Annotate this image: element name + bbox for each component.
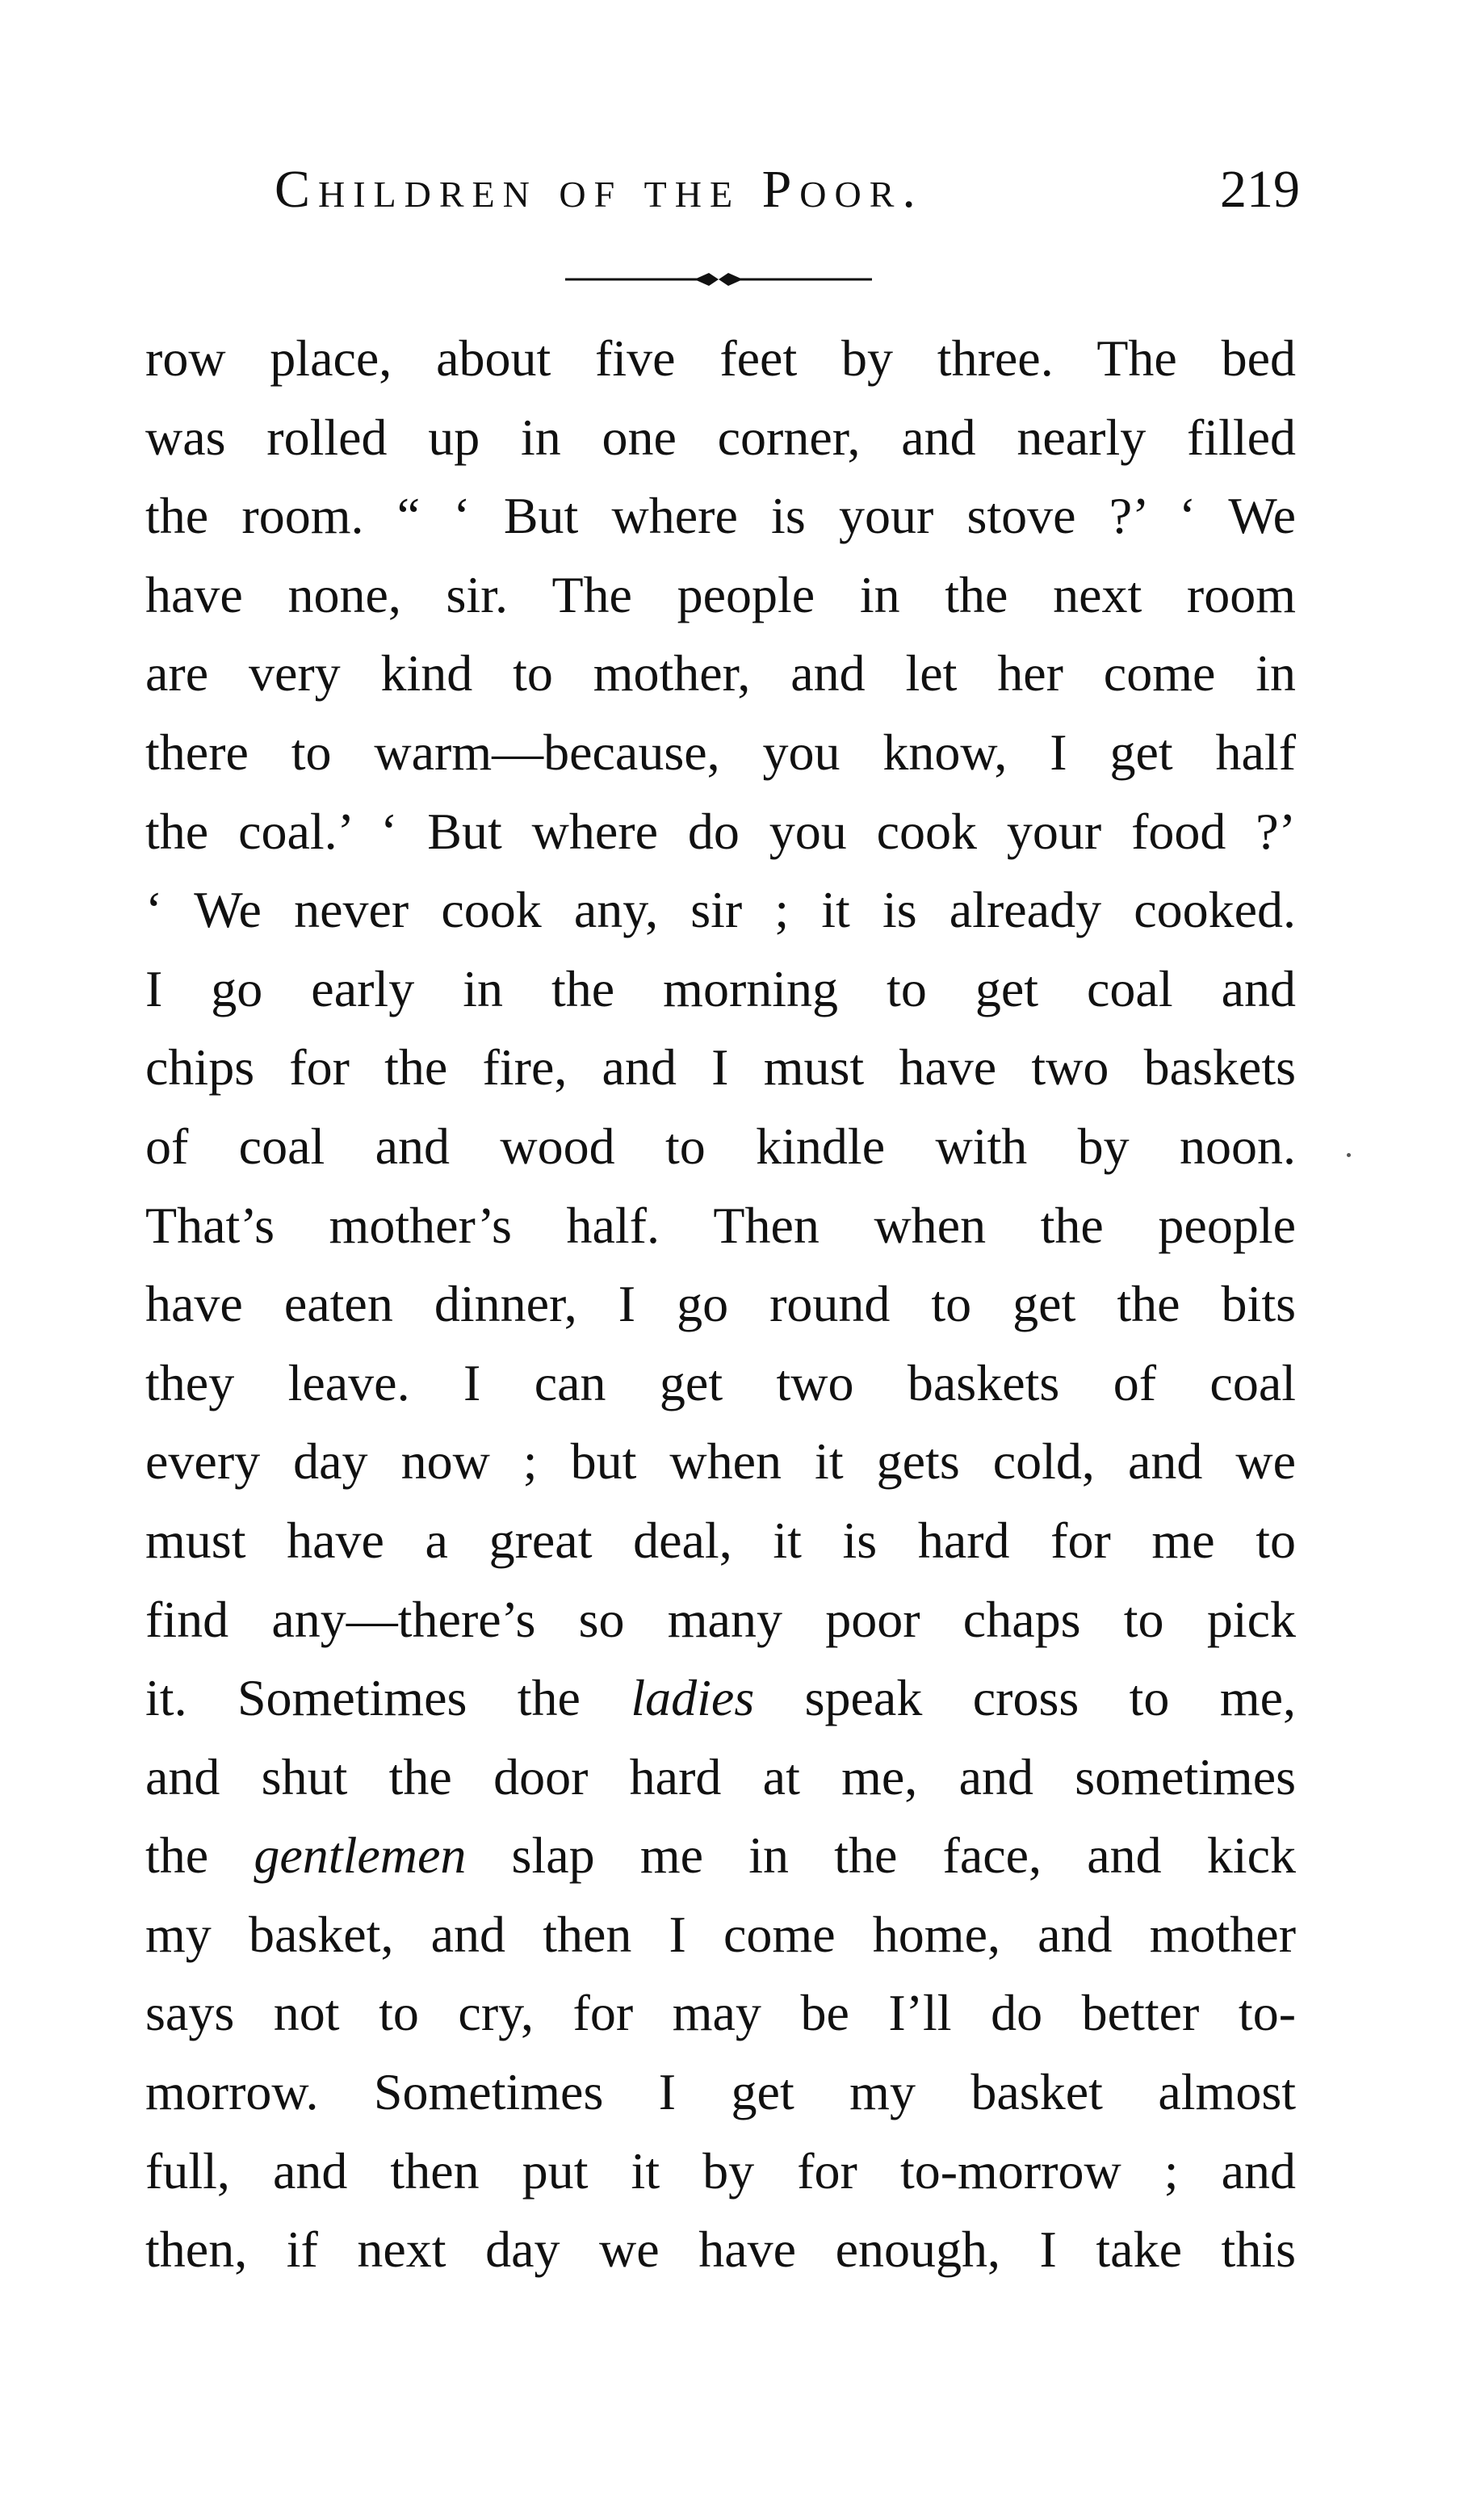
text-line: was rolled up in one corner, and nearly filled: [145, 408, 1296, 466]
running-title: Children of the Poor.: [275, 160, 924, 219]
text-line: I go early in the morning to get coal and: [145, 959, 1296, 1017]
text-line: have none, sir. The people in the next room: [145, 565, 1296, 623]
text-run: it. Sometimes the: [145, 1669, 631, 1727]
text-line: have eaten dinner, I go round to get the bits: [145, 1275, 1296, 1333]
text-line: and shut the door hard at me, and sometimes: [145, 1747, 1296, 1806]
text-line: must have a great deal, it is hard for me to: [145, 1511, 1296, 1569]
text-line: there to warm—because, you know, I get half: [145, 723, 1296, 781]
stray-ink-mark: [1347, 1153, 1351, 1157]
text-line: of coal and wood to kindle with by noon.: [145, 1117, 1296, 1175]
page-number: 219: [1220, 160, 1300, 219]
text-line: row place, about five feet by three. The bed: [145, 329, 1296, 387]
text-run: slap me in the face, and kick: [466, 1826, 1296, 1885]
text-line: [145, 1659, 1296, 1738]
text-line: they leave. I can get two baskets of coal: [145, 1353, 1296, 1411]
text-run: speak cross to me,: [754, 1669, 1296, 1727]
text-line: find any—there’s so many poor chaps to pick: [145, 1590, 1296, 1648]
text-line: the coal.’ ‘ But where do you cook your food ?’: [145, 802, 1296, 860]
text-line: my basket, and then I come home, and mother: [145, 1905, 1296, 1963]
italic-emphasis: gentlemen: [254, 1826, 467, 1885]
ornament-rule-icon: [565, 263, 872, 296]
text-run: the: [145, 1826, 254, 1885]
text-line: says not to cry, for may be I’ll do better to-: [145, 1984, 1296, 2042]
text-line: are very kind to mother, and let her come in: [145, 644, 1296, 702]
italic-emphasis: ladies: [631, 1669, 755, 1727]
text-line: That’s mother’s half. Then when the people: [145, 1196, 1296, 1254]
text-line: [145, 1816, 1296, 1895]
text-line: every day now ; but when it gets cold, and we: [145, 1432, 1296, 1491]
text-line: then, if next day we have enough, I take this: [145, 2221, 1296, 2279]
text-line: chips for the fire, and I must have two baskets: [145, 1038, 1296, 1097]
body-text: [145, 319, 1296, 2289]
text-line: the room. “ ‘ But where is your stove ?’ ‘ We: [145, 487, 1296, 545]
text-line: morrow. Sometimes I get my basket almost: [145, 2063, 1296, 2121]
text-line: ‘ We never cook any, sir ; it is already cooked.: [145, 881, 1296, 939]
text-line: full, and then put it by for to-morrow ; and: [145, 2141, 1296, 2200]
running-head: [275, 153, 1300, 226]
